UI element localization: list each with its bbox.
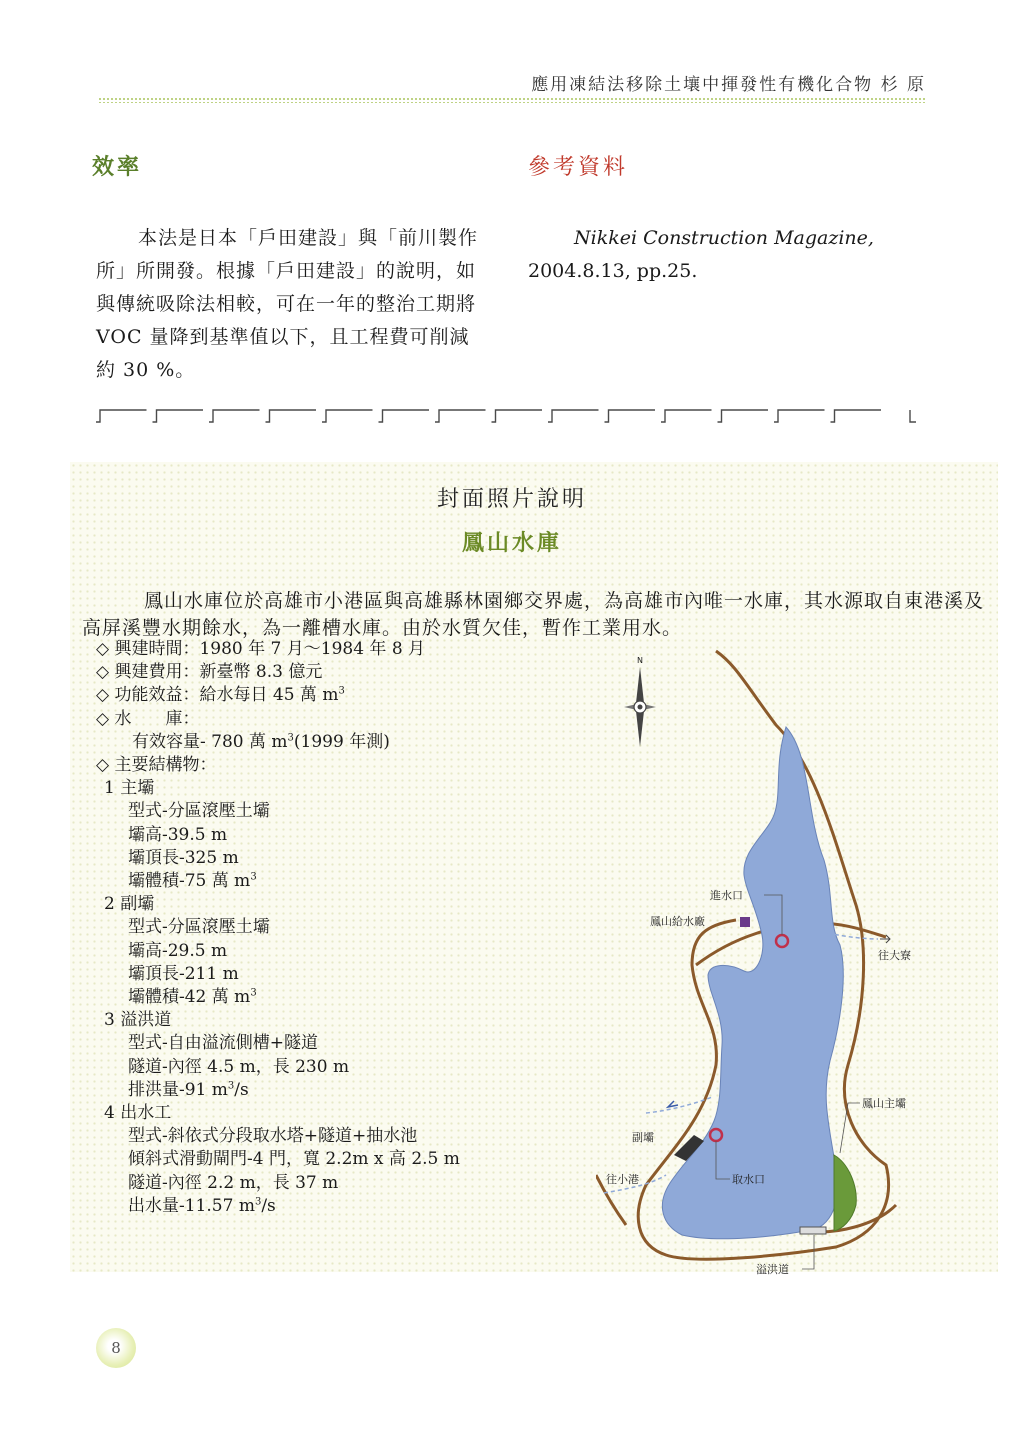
structure-outlet: 4 出水工 bbox=[104, 1103, 172, 1124]
reference-detail: 2004.8.13, pp.25. bbox=[528, 260, 698, 282]
list-item: 傾斜式滑動閘門-4 門，寬 2.2m x 高 2.5 m bbox=[128, 1149, 460, 1170]
spec-construction-period: ◇ 興建時間：1980 年 7 月～1984 年 8 月 bbox=[96, 639, 426, 659]
structure-main-dam: 1 主壩 bbox=[104, 778, 155, 799]
svg-text:N: N bbox=[637, 656, 643, 665]
compass-icon bbox=[624, 656, 656, 747]
label-intake: 取水口 bbox=[732, 1173, 765, 1186]
label-spillway: 溢洪道 bbox=[756, 1263, 789, 1275]
spec-main-structures: ◇ 主要結構物： bbox=[96, 755, 217, 776]
list-item: 型式-自由溢流側槽+隧道 bbox=[128, 1033, 318, 1054]
label-main-dam: 鳳山主壩 bbox=[862, 1097, 906, 1110]
reservoir-name: 鳳山水庫 bbox=[461, 530, 562, 556]
reference-entry bbox=[528, 222, 924, 288]
section-divider bbox=[90, 404, 920, 426]
list-item: 排洪量-91 $m^3/s$ bbox=[128, 1079, 249, 1100]
list-item: 壩頂長-325 m bbox=[128, 847, 239, 868]
label-to-xiaogang: 往小港 bbox=[606, 1173, 639, 1186]
reservoir-map bbox=[596, 645, 956, 1275]
section-heading-references: 參考資料 bbox=[528, 155, 629, 180]
efficiency-paragraph: 本法是日本「戶田建設」與「前川製作所」所開發。根據「戶田建設」的說明，如與傳統吸除法相較，可在一年的整治工期將 VOC 量降到基準值以下，且工程費可削減約 30 %。 bbox=[96, 227, 479, 381]
list-item: 壩高-29.5 m bbox=[128, 940, 228, 961]
reservoir-intro: 鳳山水庫位於高雄市小港區與高雄縣林園鄉交界處，為高雄市內唯一水庫，其水源取自東港溪及高屏溪豐水期餘水，為一離槽水庫。由於水質欠佳，暫作工業用水。 bbox=[82, 590, 985, 639]
page-number: 8 bbox=[96, 1328, 136, 1368]
reservoir-water bbox=[662, 727, 843, 1239]
spec-effective-capacity: 有效容量- 780 萬 $m^3(1999$ 年測) bbox=[132, 731, 390, 752]
list-item: 壩體積-75 萬 $m^3$ bbox=[128, 871, 257, 892]
spillway-structure bbox=[800, 1227, 826, 1234]
label-leader bbox=[840, 1103, 860, 1153]
label-inlet: 進水口 bbox=[710, 889, 743, 902]
structure-spillway: 3 溢洪道 bbox=[104, 1010, 172, 1031]
list-item: 型式-斜依式分段取水塔+隧道+抽水池 bbox=[128, 1126, 418, 1147]
list-item: 出水量-11.57 $m^3/s$ bbox=[128, 1195, 276, 1216]
main-dam bbox=[834, 1155, 856, 1231]
structure-aux-dam: 2 副壩 bbox=[104, 894, 155, 915]
list-item: 壩頂長-211 m bbox=[128, 963, 239, 984]
label-plant: 鳳山給水廠 bbox=[650, 915, 705, 928]
arrow-icon bbox=[668, 1101, 678, 1107]
plant-marker bbox=[740, 917, 750, 927]
list-item: 壩高-39.5 m bbox=[128, 824, 228, 845]
label-to-dazhai: 往大寮 bbox=[878, 949, 911, 962]
list-item: 隧道-內徑 2.2 m，長 37 m bbox=[128, 1172, 339, 1193]
section-heading-efficiency: 效率 bbox=[92, 154, 143, 180]
list-item: 隧道-內徑 4.5 m，長 230 m bbox=[128, 1056, 350, 1077]
list-item: 型式-分區滾壓土壩 bbox=[128, 801, 270, 822]
spec-function: ◇ 功能效益：給水每日 45 萬 $m^3$ bbox=[96, 685, 345, 706]
running-header: 應用凍結法移除土壤中揮發性有機化合物 杉 原 bbox=[531, 75, 926, 95]
spec-construction-cost: ◇ 興建費用：新臺幣 8.3 億元 bbox=[96, 662, 323, 683]
reservoir-spec-list bbox=[96, 638, 596, 1218]
label-aux-dam: 副壩 bbox=[632, 1131, 654, 1144]
cover-caption-title: 封面照片說明 bbox=[436, 487, 587, 512]
header-rule bbox=[98, 97, 926, 103]
reference-title: Nikkei Construction Magazine, bbox=[574, 227, 874, 249]
spec-reservoir: ◇ 水 庫： bbox=[96, 708, 200, 729]
list-item: 壩體積-42 萬 $m^3$ bbox=[128, 987, 257, 1008]
list-item: 型式-分區滾壓土壩 bbox=[128, 917, 270, 938]
